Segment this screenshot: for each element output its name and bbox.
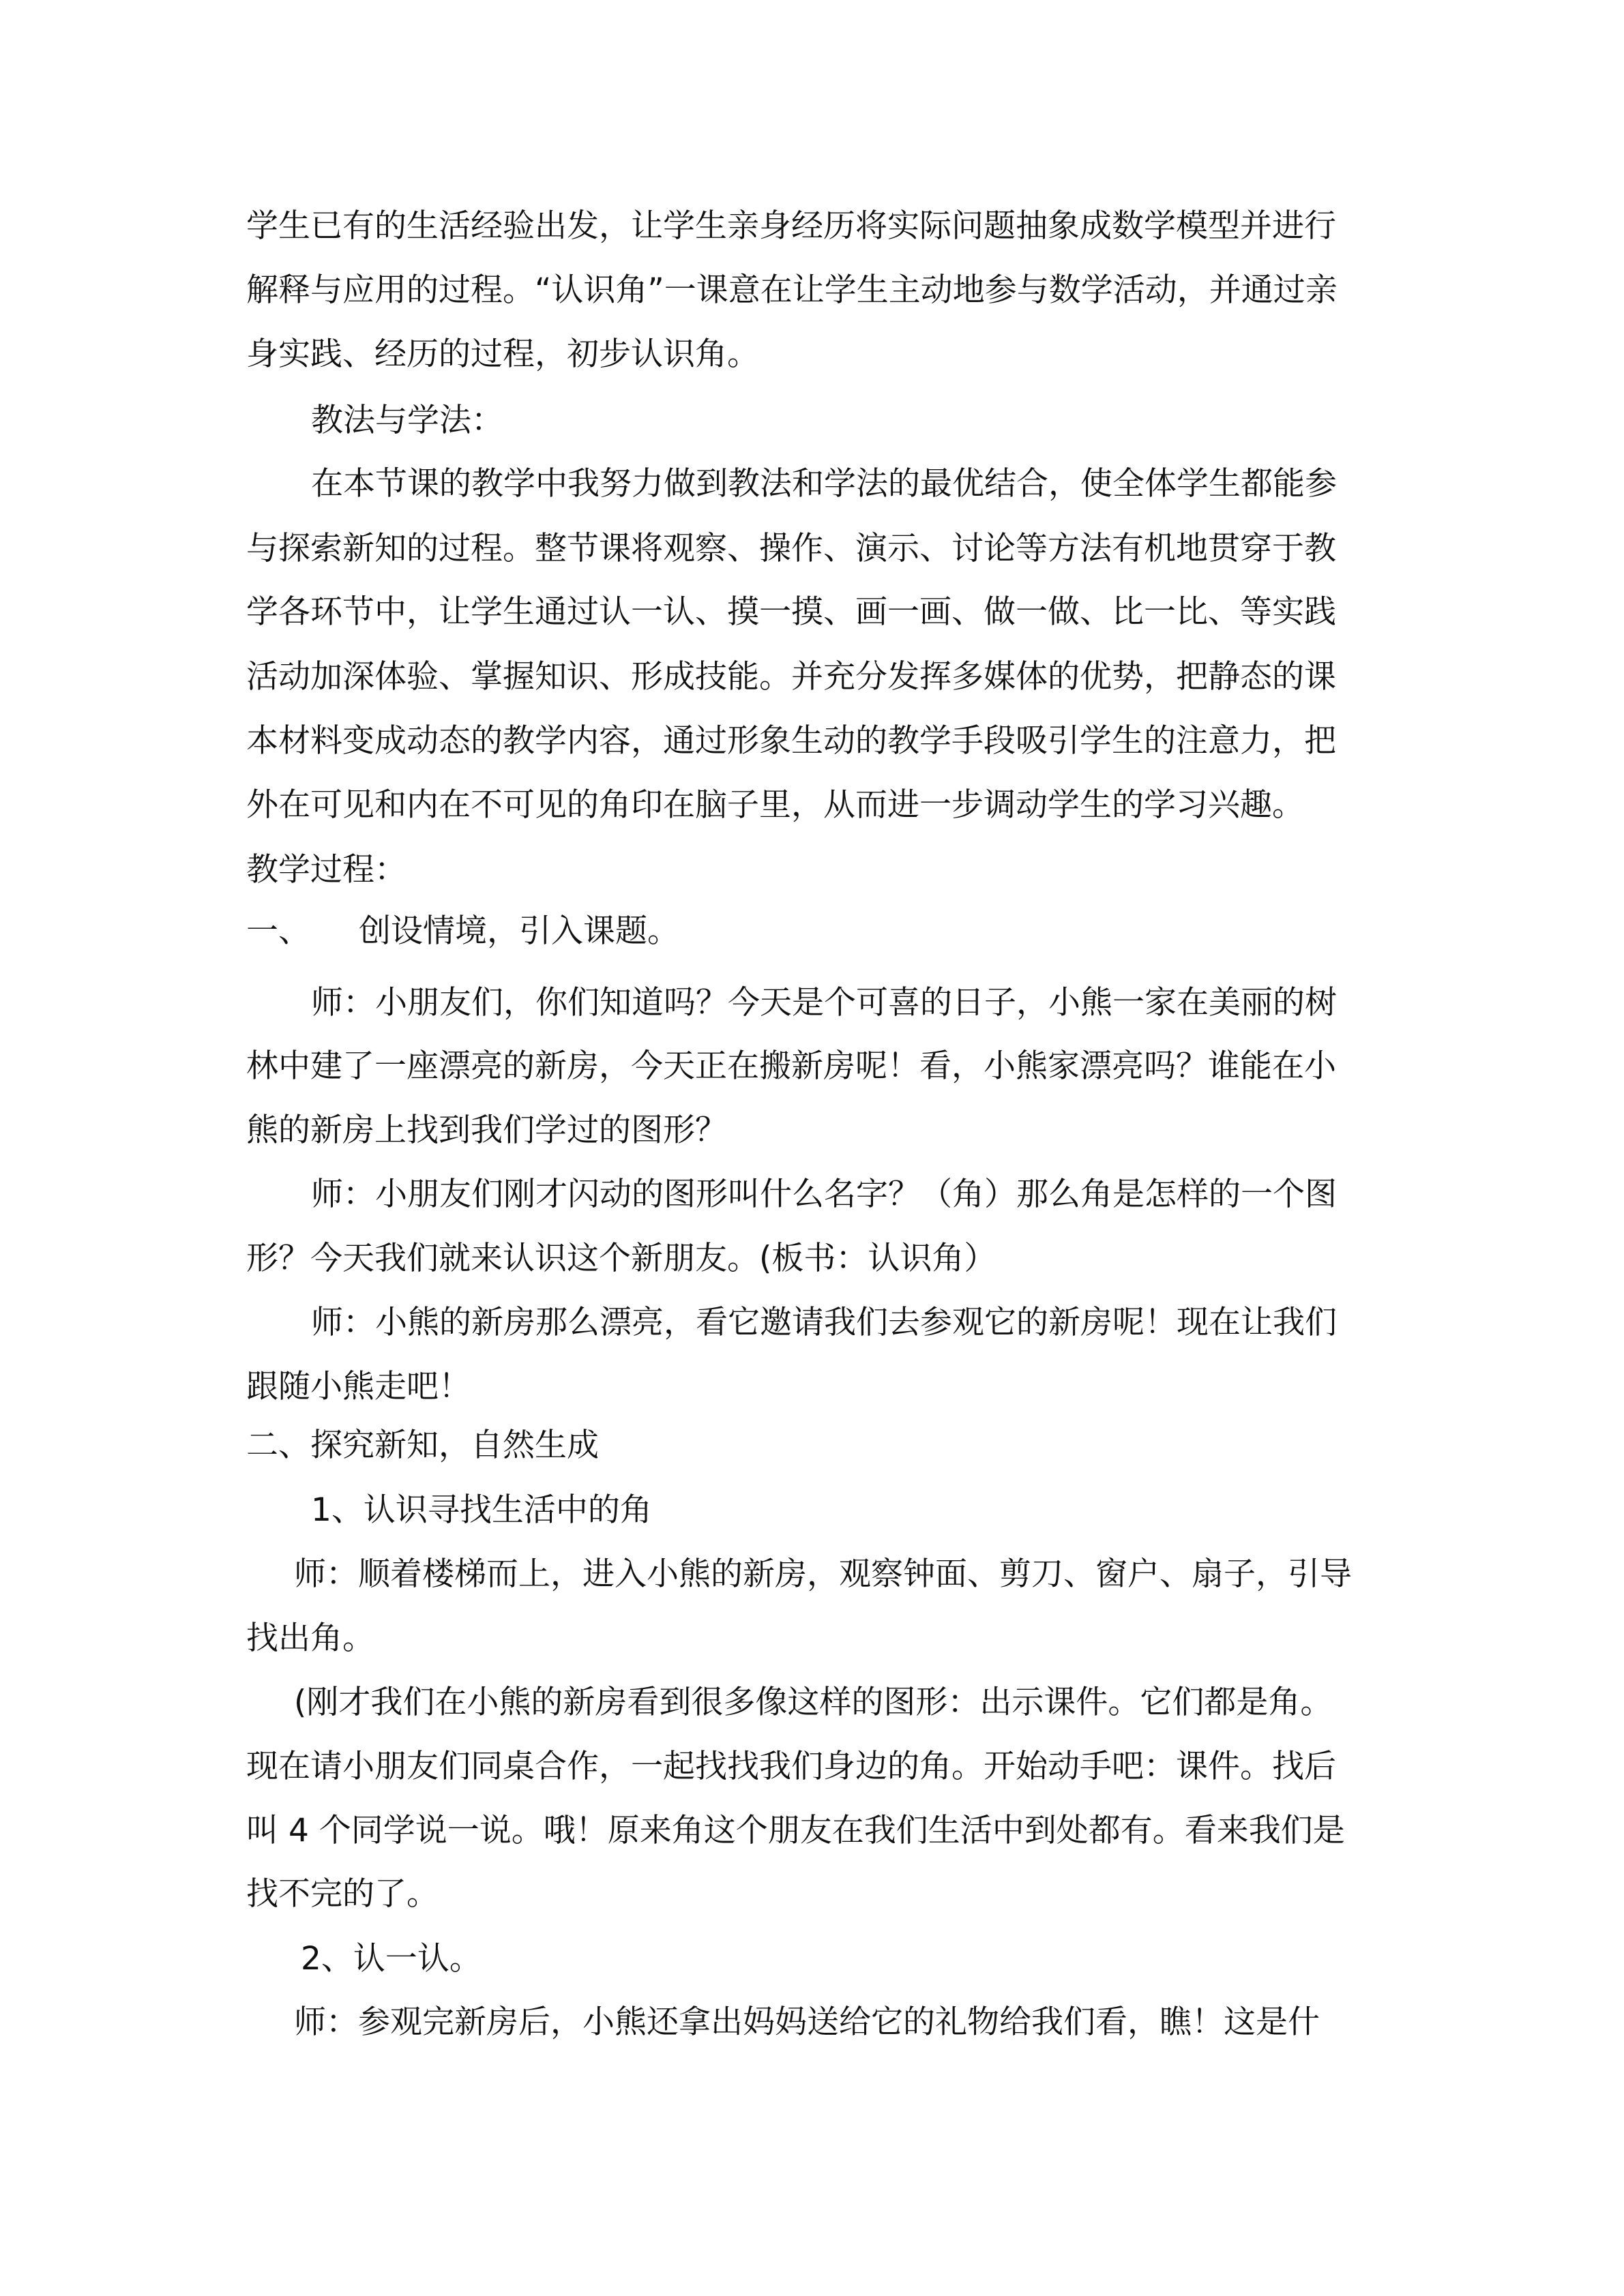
section-heading-teaching-process: 教学过程： bbox=[246, 851, 407, 889]
body-line: 找不完的了。 bbox=[246, 1875, 439, 1913]
body-line: 形？今天我们就来认识这个新朋友。(板书：认识角） bbox=[246, 1240, 996, 1277]
body-line: 与探索新知的过程。整节课将观察、操作、演示、讨论等方法有机地贯穿于教 bbox=[246, 530, 1336, 567]
step-heading-2: 二、探究新知，自然生成 bbox=[246, 1427, 599, 1464]
body-line: 师：小朋友们，你们知道吗？今天是个可喜的日子，小熊一家在美丽的树 bbox=[311, 984, 1337, 1022]
body-line: 找出角。 bbox=[246, 1620, 374, 1657]
body-line: 熊的新房上找到我们学过的图形？ bbox=[246, 1112, 727, 1149]
list-marker-1: 一、 bbox=[246, 912, 310, 950]
body-line: 师：小朋友们刚才闪动的图形叫什么名字？（角）那么角是怎样的一个图 bbox=[311, 1176, 1337, 1213]
body-line: 师：顺着楼梯而上，进入小熊的新房，观察钟面、剪刀、窗户、扇子，引导 bbox=[294, 1555, 1352, 1593]
subheading-teaching-methods: 教法与学法： bbox=[311, 402, 503, 439]
body-line: 本材料变成动态的教学内容，通过形象生动的教学手段吸引学生的注意力，把 bbox=[246, 722, 1336, 760]
body-line: 解释与应用的过程。“认识角”一课意在让学生主动地参与数学活动，并通过亲 bbox=[246, 271, 1338, 309]
sub-step-heading-1: 1、认识寻找生活中的角 bbox=[311, 1491, 652, 1529]
body-line: 叫 4 个同学说一说。哦！原来角这个朋友在我们生活中到处都有。看来我们是 bbox=[246, 1812, 1345, 1849]
body-line: 学各环节中，让学生通过认一认、摸一摸、画一画、做一做、比一比、等实践 bbox=[246, 593, 1336, 631]
body-line: 外在可见和内在不可见的角印在脑子里，从而进一步调动学生的学习兴趣。 bbox=[246, 786, 1304, 824]
body-line: 跟随小熊走吧！ bbox=[246, 1368, 471, 1405]
body-line: 身实践、经历的过程，初步认识角。 bbox=[246, 336, 759, 373]
sub-step-heading-2: 2、认一认。 bbox=[301, 1940, 482, 1978]
step-heading-1: 创设情境，引入课题。 bbox=[359, 912, 679, 950]
body-line: (刚才我们在小熊的新房看到很多像这样的图形：出示课件。它们都是角。 bbox=[294, 1684, 1333, 1721]
body-line: 活动加深体验、掌握知识、形成技能。并充分发挥多媒体的优势，把静态的课 bbox=[246, 658, 1336, 696]
body-line: 师：参观完新房后，小熊还拿出妈妈送给它的礼物给我们看，瞧！这是什 bbox=[294, 2003, 1320, 2041]
body-line: 师：小熊的新房那么漂亮，看它邀请我们去参观它的新房呢！现在让我们 bbox=[311, 1304, 1337, 1341]
body-line: 林中建了一座漂亮的新房，今天正在搬新房呢！看，小熊家漂亮吗？谁能在小 bbox=[246, 1047, 1336, 1085]
body-line: 现在请小朋友们同桌合作，一起找找我们身边的角。开始动手吧：课件。找后 bbox=[246, 1748, 1336, 1785]
body-line: 在本节课的教学中我努力做到教法和学法的最优结合，使全体学生都能参 bbox=[311, 465, 1337, 503]
body-line: 学生已有的生活经验出发，让学生亲身经历将实际问题抽象成数学模型并进行 bbox=[246, 207, 1336, 245]
